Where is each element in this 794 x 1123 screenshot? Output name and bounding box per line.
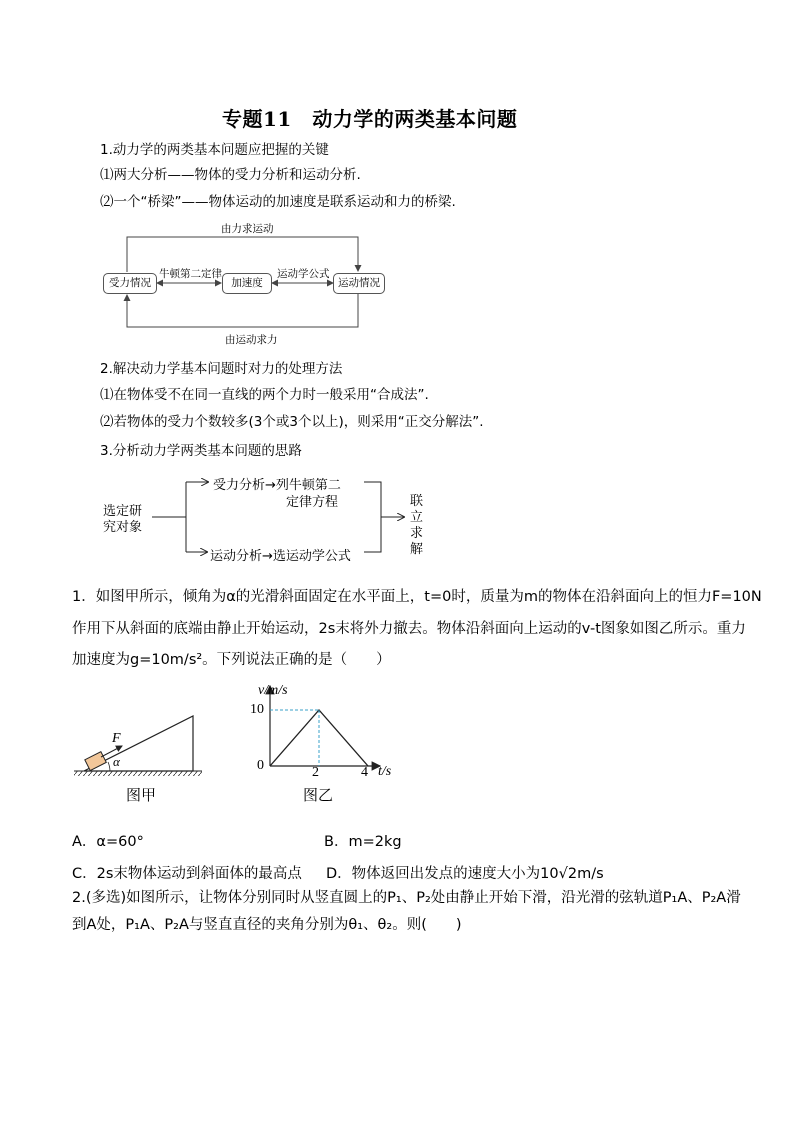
flow2-end-3: 求 (410, 526, 424, 541)
x-axis-label (378, 764, 391, 780)
label-kinematic-formula: 运动学公式 (277, 268, 330, 280)
force-label: F (112, 731, 121, 746)
flow2-upper-line1: 受力分析→列牛顿第二 (213, 478, 341, 493)
section-1-heading: 1.动力学的两类基本问题应把握的关键 (100, 142, 329, 158)
box-motion-situation: 运动情况 (333, 273, 385, 294)
section-2-point-2: ⑵若物体的受力个数较多(3个或3个以上)，则采用“正交分解法”. (100, 414, 484, 430)
origin-label: 0 (257, 758, 264, 773)
label-newton-second-law: 牛顿第二定律 (159, 268, 222, 280)
flow2-end-4: 解 (410, 542, 424, 557)
flow2-lower: 运动分析→选运动学公式 (210, 549, 351, 564)
q2-line-1: 2.(多选)如图所示，让物体分别同时从竖直圆上的P₁、P₂处由静止开始下滑，沿光滑的弦轨道P₁A、P₂A滑 (72, 890, 741, 906)
section-2-point-1: ⑴在物体受不在同一直线的两个力时一般采用“合成法”. (100, 387, 429, 403)
q1-line-2: 作用下从斜面的底端由静止开始运动，2s末将外力撤去。物体沿斜面向上运动的v-t图象如图乙所示。重力 (72, 621, 746, 637)
tick-label-x-2: 2 (312, 765, 319, 780)
section-2-heading: 2.解决动力学基本问题时对力的处理方法 (100, 361, 343, 377)
q1-line-1: 1．如图甲所示，倾角为α的光滑斜面固定在水平面上，t=0时，质量为m的物体在沿斜面向上的恒力F=10N (72, 589, 762, 605)
y-axis-label (258, 683, 288, 699)
option-a: A．α=60° (72, 834, 144, 850)
flow2-start-line2: 究对象 (103, 520, 143, 535)
page-title: 专题11 动力学的两类基本问题 (222, 107, 518, 131)
section-3-heading: 3.分析动力学两类基本问题的思路 (100, 443, 302, 459)
figure-b-caption: 图乙 (303, 786, 334, 804)
flow2-end-1: 联 (410, 494, 424, 509)
option-b: B．m=2kg (324, 834, 402, 850)
box-acceleration: 加速度 (222, 273, 272, 294)
tick-label-y-10: 10 (250, 702, 264, 717)
flow-top-label: 由力求运动 (221, 223, 274, 235)
figure-a-caption: 图甲 (126, 786, 157, 804)
y-axis-label-text: v/m/s (258, 683, 288, 698)
flow2-start-line1: 选定研 (103, 504, 143, 519)
x-axis-label-text: t/s (378, 764, 392, 779)
option-d: D．物体返回出发点的速度大小为10√2m/s (326, 866, 604, 882)
angle-label: α (113, 754, 120, 769)
q2-line-2: 到A处，P₁A、P₂A与竖直直径的夹角分别为θ₁、θ₂。则( ) (72, 917, 462, 933)
section-1-point-2: ⑵一个“桥梁”——物体运动的加速度是联系运动和力的桥梁. (100, 194, 456, 210)
section-1-point-1: ⑴两大分析——物体的受力分析和运动分析. (100, 167, 361, 183)
tick-label-x-4: 4 (361, 765, 368, 780)
flow2-end-2: 立 (410, 510, 424, 525)
option-c: C．2s末物体运动到斜面体的最高点 (72, 866, 302, 882)
box-force-situation: 受力情况 (103, 273, 157, 294)
flow-bottom-label: 由运动求力 (225, 334, 278, 346)
flow2-upper-line2: 定律方程 (286, 495, 339, 510)
q1-line-3: 加速度为g=10m/s²。下列说法正确的是（ ） (72, 652, 391, 668)
